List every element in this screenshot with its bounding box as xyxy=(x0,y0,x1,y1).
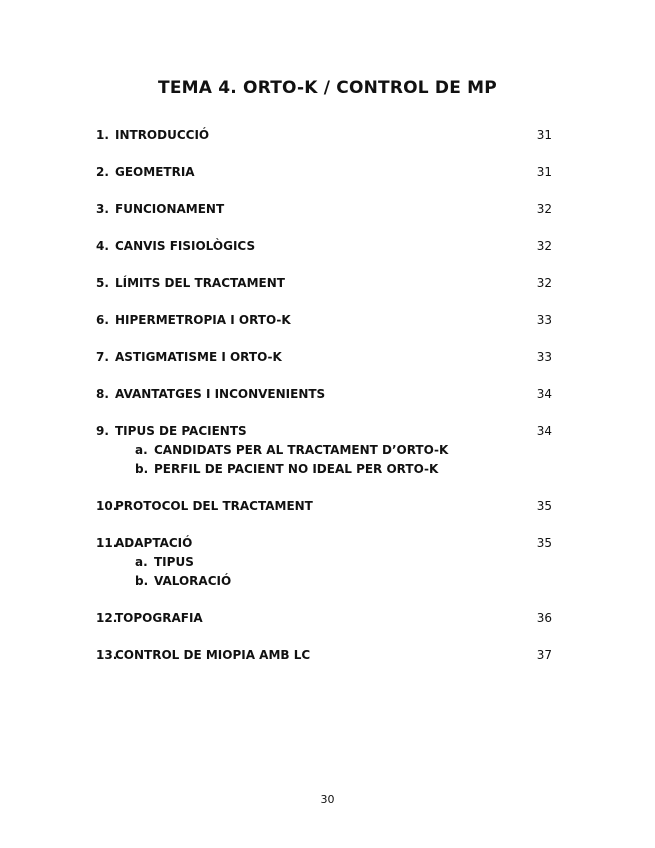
toc-page-number: 34 xyxy=(536,387,552,401)
toc-label: GEOMETRIA xyxy=(115,165,195,179)
toc-label: CANVIS FISIOLÒGICS xyxy=(115,239,256,253)
toc-page-number: 33 xyxy=(536,313,552,327)
toc-row xyxy=(96,200,556,219)
toc-sub-label: CANDIDATS PER AL TRACTAMENT D’ORTO-K xyxy=(154,443,449,457)
toc-number: 10. xyxy=(96,499,118,513)
toc-page-number: 36 xyxy=(536,611,552,625)
toc-number: 8. xyxy=(96,387,109,401)
toc-entry xyxy=(96,646,556,665)
toc-label: FUNCIONAMENT xyxy=(115,202,225,216)
toc-page-number: 32 xyxy=(536,276,552,290)
table-of-contents xyxy=(96,126,556,683)
toc-entry xyxy=(96,163,556,182)
toc-row xyxy=(96,497,556,516)
toc-entry xyxy=(96,534,556,591)
toc-row xyxy=(96,348,556,367)
toc-label: TOPOGRAFIA xyxy=(115,611,203,625)
toc-page-number: 34 xyxy=(536,424,552,438)
toc-sub-label: TIPUS xyxy=(154,555,194,569)
page-title: TEMA 4. ORTO-K / CONTROL DE MP xyxy=(158,78,497,98)
toc-page-number: 33 xyxy=(536,350,552,364)
toc-number: 3. xyxy=(96,202,109,216)
toc-number: 9. xyxy=(96,424,109,438)
toc-label: INTRODUCCIÓ xyxy=(115,128,210,142)
toc-sublist xyxy=(96,441,556,479)
toc-number: 12. xyxy=(96,611,118,625)
toc-row xyxy=(96,311,556,330)
toc-entry xyxy=(96,126,556,145)
toc-label: ASTIGMATISME I ORTO-K xyxy=(115,350,282,364)
toc-row xyxy=(96,609,556,628)
toc-number: 2. xyxy=(96,165,109,179)
toc-label: AVANTATGES I INCONVENIENTS xyxy=(115,387,326,401)
toc-page-number: 32 xyxy=(536,202,552,216)
toc-sub-letter: b. xyxy=(135,574,149,588)
toc-sublist xyxy=(96,553,556,591)
toc-row xyxy=(96,385,556,404)
toc-page-number: 32 xyxy=(536,239,552,253)
toc-label: LÍMITS DEL TRACTAMENT xyxy=(115,276,285,290)
toc-sub-letter: a. xyxy=(135,443,148,457)
toc-entry xyxy=(96,200,556,219)
toc-label: HIPERMETROPIA I ORTO-K xyxy=(115,313,291,327)
toc-number: 11. xyxy=(96,536,118,550)
toc-row xyxy=(96,237,556,256)
toc-number: 5. xyxy=(96,276,109,290)
toc-entry xyxy=(96,348,556,367)
toc-page-number: 35 xyxy=(536,499,552,513)
page-number: 30 xyxy=(320,793,335,806)
toc-number: 7. xyxy=(96,350,109,364)
toc-entry xyxy=(96,385,556,404)
toc-sub-letter: b. xyxy=(135,462,149,476)
toc-page-number: 37 xyxy=(536,648,552,662)
toc-number: 1. xyxy=(96,128,109,142)
toc-row xyxy=(96,163,556,182)
toc-label: TIPUS DE PACIENTS xyxy=(115,424,247,438)
toc-sub-label: PERFIL DE PACIENT NO IDEAL PER ORTO-K xyxy=(154,462,439,476)
toc-sub-label: VALORACIÓ xyxy=(154,574,232,588)
toc-number: 4. xyxy=(96,239,109,253)
toc-entry xyxy=(96,497,556,516)
toc-subentry xyxy=(96,572,556,591)
toc-page-number: 31 xyxy=(536,165,552,179)
toc-number: 6. xyxy=(96,313,109,327)
toc-entry xyxy=(96,311,556,330)
toc-row xyxy=(96,422,556,441)
toc-subentry xyxy=(96,441,556,460)
toc-sub-letter: a. xyxy=(135,555,148,569)
toc-row xyxy=(96,126,556,145)
toc-subentry xyxy=(96,553,556,572)
toc-label: ADAPTACIÓ xyxy=(115,536,193,550)
toc-row xyxy=(96,534,556,553)
toc-entry xyxy=(96,274,556,293)
toc-entry xyxy=(96,237,556,256)
toc-label: CONTROL DE MIOPIA AMB LC xyxy=(115,648,311,662)
toc-row xyxy=(96,646,556,665)
toc-entry xyxy=(96,609,556,628)
toc-entry xyxy=(96,422,556,479)
toc-page-number: 35 xyxy=(536,536,552,550)
toc-row xyxy=(96,274,556,293)
toc-label: PROTOCOL DEL TRACTAMENT xyxy=(115,499,313,513)
toc-subentry xyxy=(96,460,556,479)
toc-page-number: 31 xyxy=(536,128,552,142)
toc-number: 13. xyxy=(96,648,118,662)
